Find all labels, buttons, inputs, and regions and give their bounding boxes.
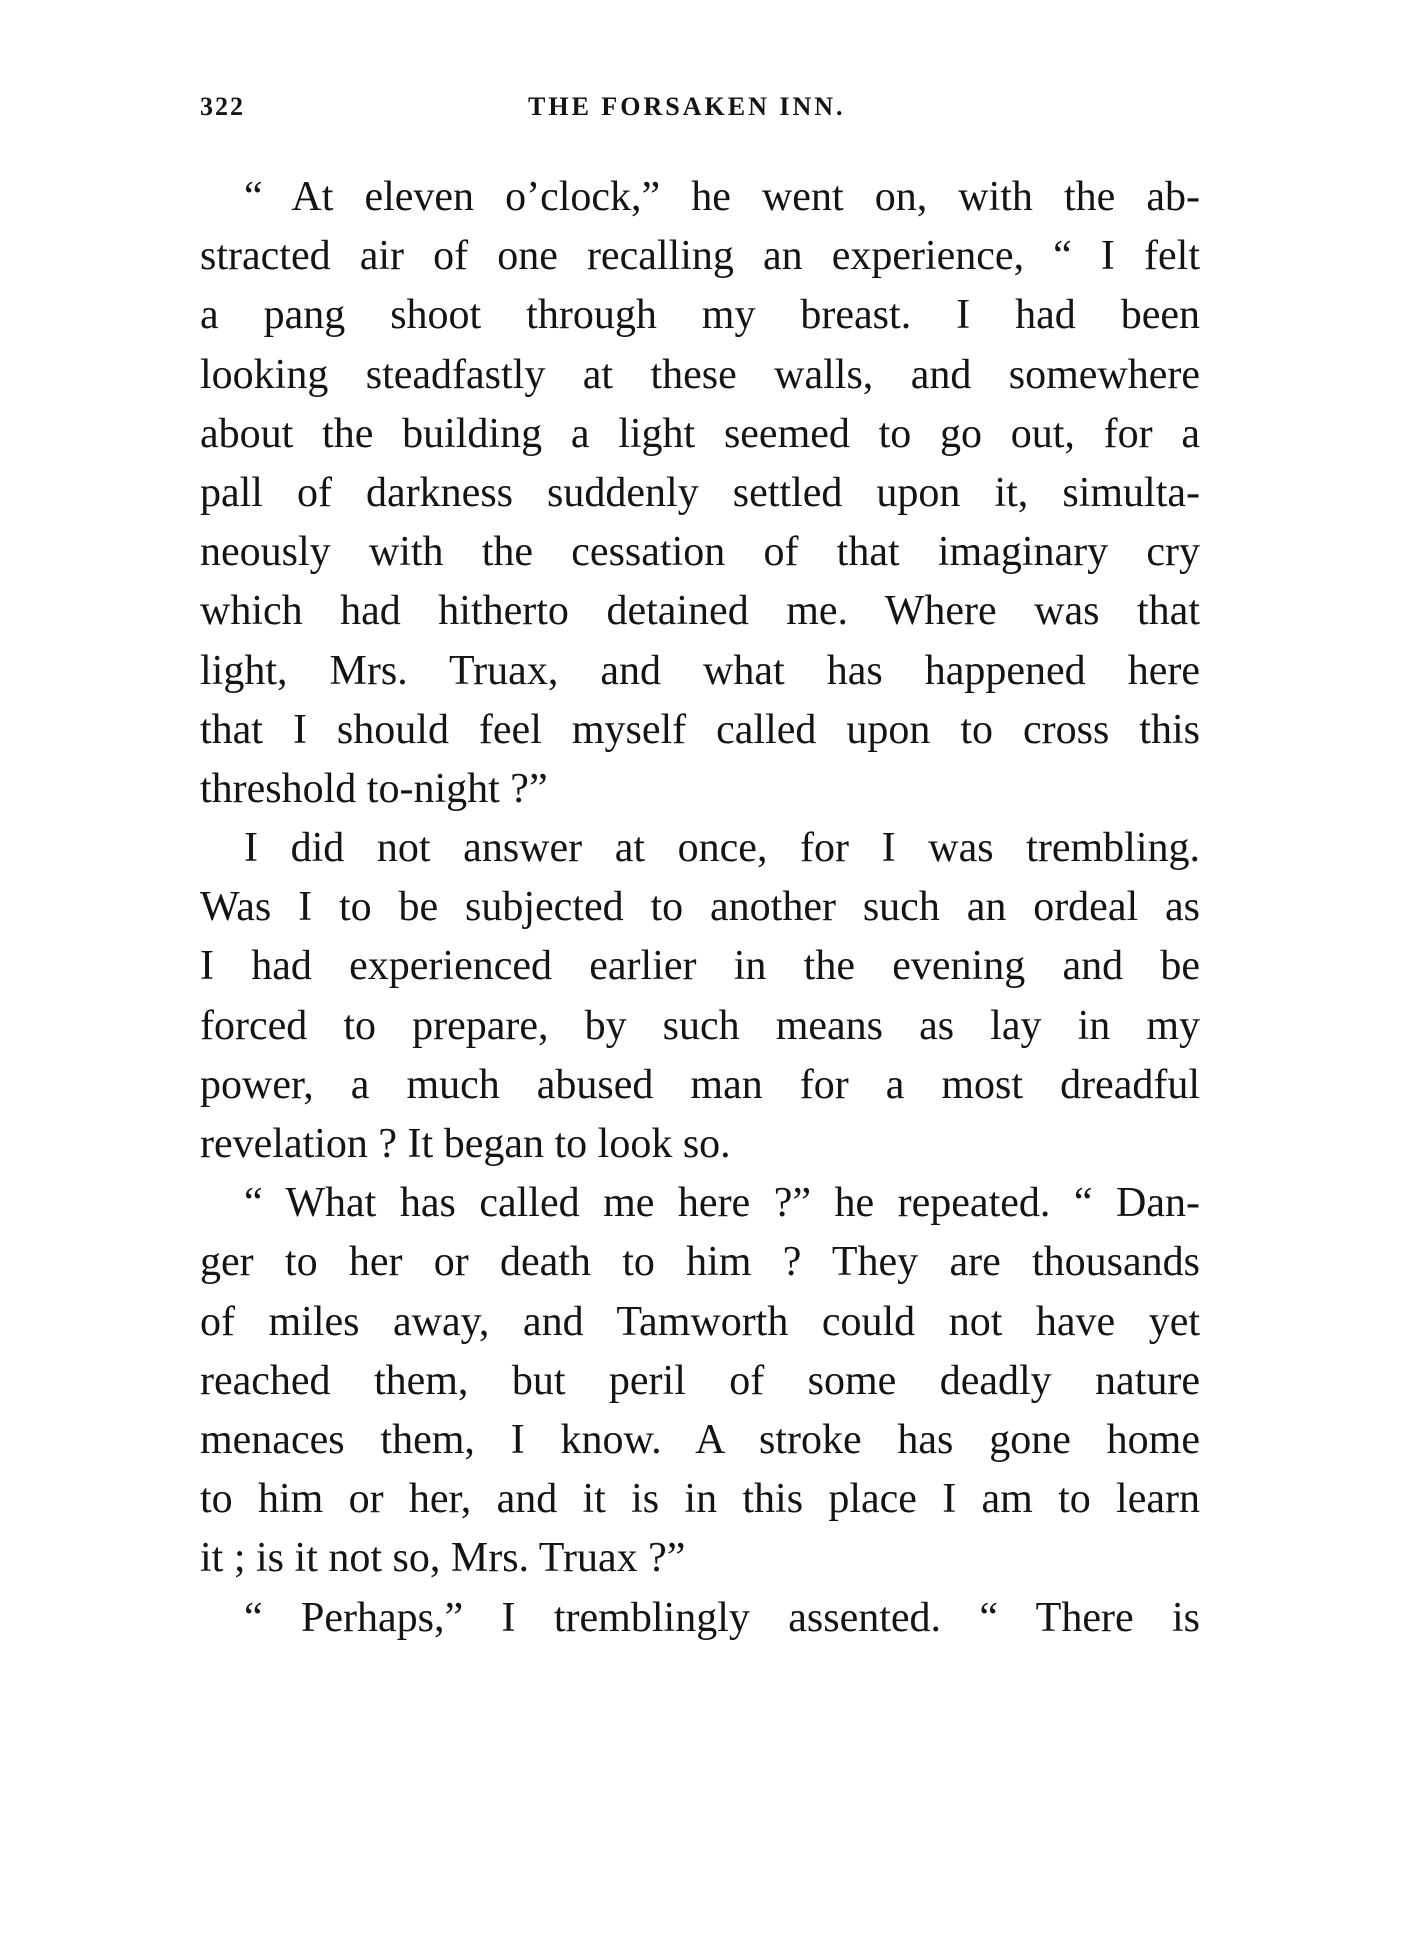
text-line: threshold to-night ?”: [200, 765, 548, 812]
body-text: [200, 168, 1200, 1648]
text-line: I did not answer at once, for I was trembling.: [244, 825, 1200, 872]
text-line: ger to her or death to him ? They are thousands: [200, 1239, 1200, 1286]
text-line: forced to prepare, by such means as lay in my: [200, 1002, 1200, 1049]
text-line: stracted air of one recalling an experience, “ I felt: [200, 233, 1200, 280]
text-line: about the building a light seemed to go out, for a: [200, 410, 1200, 457]
text-line: I had experienced earlier in the evening and be: [200, 943, 1200, 990]
text-line: “ At eleven o’clock,” he went on, with the ab-: [244, 174, 1200, 220]
text-line: menaces them, I know. A stroke has gone home: [200, 1416, 1200, 1463]
text-line: a pang shoot through my breast. I had been: [200, 292, 1200, 339]
text-line: of miles away, and Tamworth could not have yet: [200, 1298, 1200, 1345]
text-line: it ; is it not so, Mrs. Truax ?”: [200, 1535, 686, 1582]
text-line: light, Mrs. Truax, and what has happened here: [200, 647, 1200, 694]
page-number: 322: [200, 92, 245, 121]
text-line: pall of darkness suddenly settled upon it, simulta-: [200, 469, 1200, 516]
text-line: revelation ? It began to look so.: [200, 1121, 731, 1167]
text-line: “ Perhaps,” I tremblingly assented. “ There is: [244, 1594, 1200, 1641]
text-line: to him or her, and it is in this place I am to learn: [200, 1476, 1200, 1523]
text-line: looking steadfastly at these walls, and somewhere: [200, 351, 1200, 398]
text-line: power, a much abused man for a most dreadful: [200, 1061, 1200, 1108]
text-line: Was I to be subjected to another such an ordeal as: [200, 884, 1200, 931]
text-line: which had hitherto detained me. Where was that: [200, 588, 1200, 635]
text-line: reached them, but peril of some deadly nature: [200, 1357, 1200, 1404]
running-head: [200, 92, 1200, 132]
text-line: neously with the cessation of that imaginary cry: [200, 529, 1200, 576]
text-line: “ What has called me here ?” he repeated. “ Dan-: [244, 1180, 1200, 1227]
running-title: THE FORSAKEN INN.: [528, 92, 846, 121]
text-line: that I should feel myself called upon to cross this: [200, 706, 1200, 753]
